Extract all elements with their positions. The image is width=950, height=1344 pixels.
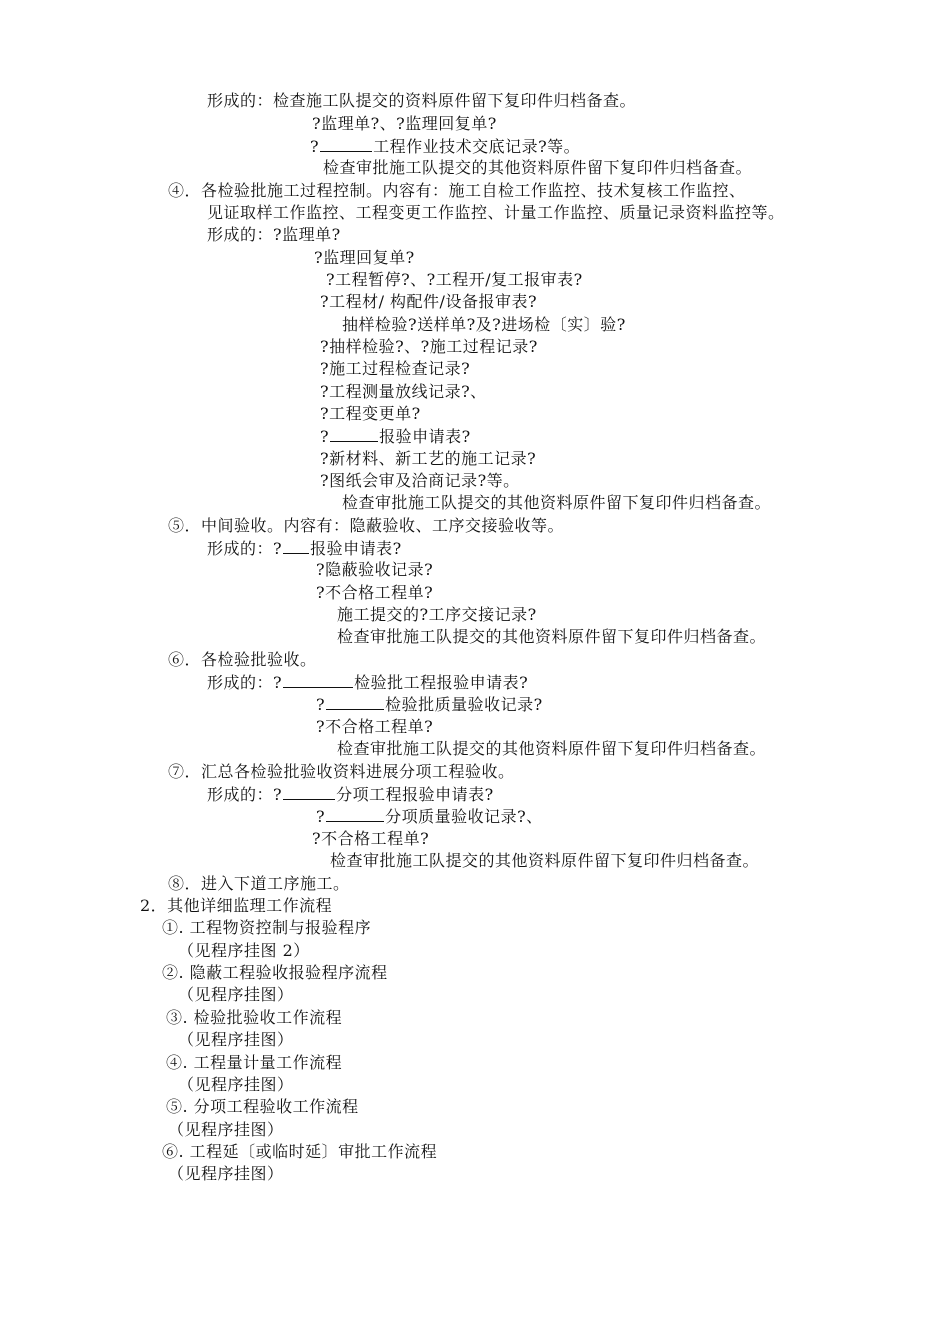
- text-line: 检查审批施工队提交的其他资料原件留下复印件归档备查。: [337, 627, 767, 646]
- text-line: 检查审批施工队提交的其他资料原件留下复印件归档备查。: [330, 851, 760, 870]
- text-line: 形成的：检查施工队提交的资料原件留下复印件归档备查。: [207, 91, 637, 110]
- text-line: 检查审批施工队提交的其他资料原件留下复印件归档备查。: [342, 493, 772, 512]
- text-line: ?监理回复单?: [314, 248, 415, 267]
- text-line: [207, 783, 494, 806]
- text-line: （见程序挂图）: [168, 1164, 284, 1183]
- blank-underline: [283, 783, 335, 800]
- text-line: [207, 537, 402, 560]
- text-line: （见程序挂图）: [178, 985, 294, 1004]
- text-line: [310, 135, 580, 158]
- text-line: ⑥．各检验批验收。: [168, 650, 317, 669]
- text-part: 报验申请表?: [379, 427, 471, 446]
- text-line: ?隐蔽验收记录?: [316, 560, 434, 579]
- text-line: （见程序挂图）: [178, 1030, 294, 1049]
- text-line: [320, 425, 471, 448]
- text-part: 工程作业技术交底记录?等。: [373, 137, 581, 156]
- text-line: [316, 805, 543, 828]
- text-line: ④．各检验批施工过程控制。内容有：施工自检工作监控、技术复核工作监控、: [168, 181, 746, 200]
- text-line: ④. 工程量计量工作流程: [166, 1053, 343, 1072]
- blank-underline: [330, 425, 378, 442]
- text-line: ①. 工程物资控制与报验程序: [162, 918, 372, 937]
- text-line: 2．其他详细监理工作流程: [140, 896, 333, 915]
- text-part: 形成的：?: [207, 673, 283, 692]
- blank-underline: [326, 805, 384, 822]
- text-line: ?施工过程检查记录?: [320, 359, 471, 378]
- text-line: ⑤．中间验收。内容有：隐蔽验收、工序交接验收等。: [168, 516, 565, 535]
- text-line: ?不合格工程单?: [316, 717, 434, 736]
- text-line: ?工程变更单?: [320, 404, 421, 423]
- text-line: 检查审批施工队提交的其他资料原件留下复印件归档备查。: [323, 158, 753, 177]
- text-line: 形成的：?监理单?: [207, 225, 341, 244]
- blank-underline: [320, 135, 372, 152]
- text-line: ⑤. 分项工程验收工作流程: [166, 1097, 359, 1116]
- text-line: ?不合格工程单?: [312, 829, 430, 848]
- blank-underline: [283, 537, 309, 554]
- text-part: 报验申请表?: [310, 539, 402, 558]
- text-part: ?: [316, 695, 326, 714]
- text-line: ?工程暂停?、?工程开/复工报审表?: [326, 270, 583, 289]
- text-line: ⑥. 工程延〔或临时延〕审批工作流程: [162, 1142, 438, 1161]
- text-line: 施工提交的?工序交接记录?: [337, 605, 537, 624]
- text-line: 抽样检验?送样单?及?进场检〔实〕验?: [342, 315, 626, 334]
- text-part: 形成的：?: [207, 539, 283, 558]
- text-part: 分项质量验收记录?、: [385, 807, 543, 826]
- text-line: 见证取样工作监控、工程变更工作监控、计量工作监控、质量记录资料监控等。: [207, 203, 785, 222]
- text-line: ⑧．进入下道工序施工。: [168, 874, 350, 893]
- text-line: ?新材料、新工艺的施工记录?: [320, 449, 537, 468]
- text-line: ?工程测量放线记录?、: [320, 382, 487, 401]
- text-part: 形成的：?: [207, 785, 283, 804]
- text-line: ⑦．汇总各检验批验收资料进展分项工程验收。: [168, 762, 515, 781]
- text-line: 检查审批施工队提交的其他资料原件留下复印件归档备查。: [337, 739, 767, 758]
- text-line: ?监理单?、?监理回复单?: [312, 114, 497, 133]
- text-part: ?: [310, 137, 320, 156]
- text-part: ?: [320, 427, 330, 446]
- text-line: ?抽样检验?、?施工过程记录?: [320, 337, 538, 356]
- text-line: （见程序挂图）: [178, 1075, 294, 1094]
- text-line: （见程序挂图 2）: [178, 941, 310, 960]
- text-line: ?图纸会审及洽商记录?等。: [320, 471, 520, 490]
- text-line: ③. 检验批验收工作流程: [166, 1008, 343, 1027]
- text-line: （见程序挂图）: [168, 1120, 284, 1139]
- blank-underline: [283, 671, 353, 688]
- text-line: [316, 693, 543, 716]
- text-part: ?: [316, 807, 326, 826]
- text-line: ?不合格工程单?: [316, 583, 434, 602]
- text-part: 分项工程报验申请表?: [336, 785, 494, 804]
- text-part: 检验批工程报验申请表?: [354, 673, 529, 692]
- text-line: ?工程材/ 构配件/设备报审表?: [320, 292, 538, 311]
- text-line: ②. 隐蔽工程验收报验程序流程: [162, 963, 388, 982]
- text-line: [207, 671, 528, 694]
- text-part: 检验批质量验收记录?: [385, 695, 543, 714]
- blank-underline: [326, 693, 384, 710]
